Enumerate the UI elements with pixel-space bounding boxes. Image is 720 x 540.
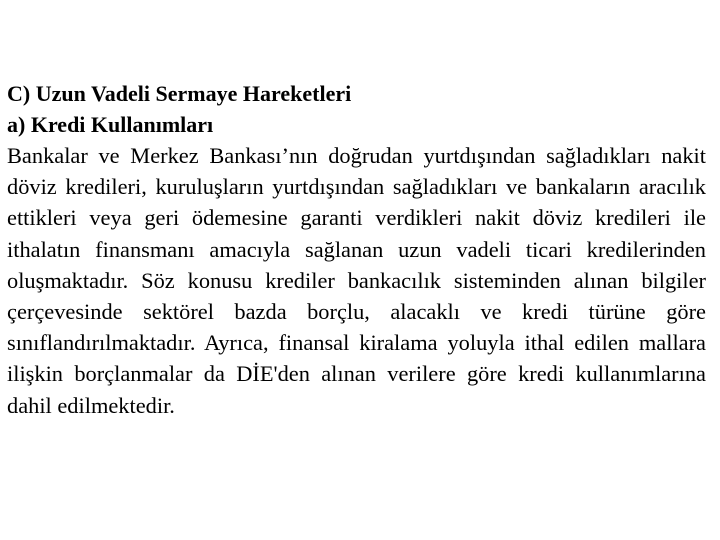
subsection-heading: a) Kredi Kullanımları [7, 112, 214, 137]
section-heading: C) Uzun Vadeli Sermaye Hareketleri [7, 81, 352, 106]
document-content [7, 78, 706, 421]
body-paragraph: Bankalar ve Merkez Bankası’nın doğrudan yurtdışından sağladıkları nakit döviz kredileri, kuruluşların yurtdışından sağladıkları ve bankaların aracılık ettikleri veya geri ödemesine garanti verdikleri nakit döviz kredileri ile ithalatın finansmanı amacıyla sağlanan uzun vadeli ticari kredilerinden oluşmaktadır. Söz konusu krediler bankacılık sisteminden alınan bilgiler çerçevesinde sektörel bazda borçlu, alacaklı ve kredi türüne göre sınıflandırılmaktadır. Ayrıca, finansal kiralama yoluyla ithal edilen mallara ilişkin borçlanmalar da DİE'den alınan verilere göre kredi kullanımlarına dahil edilmektedir. [7, 143, 706, 418]
